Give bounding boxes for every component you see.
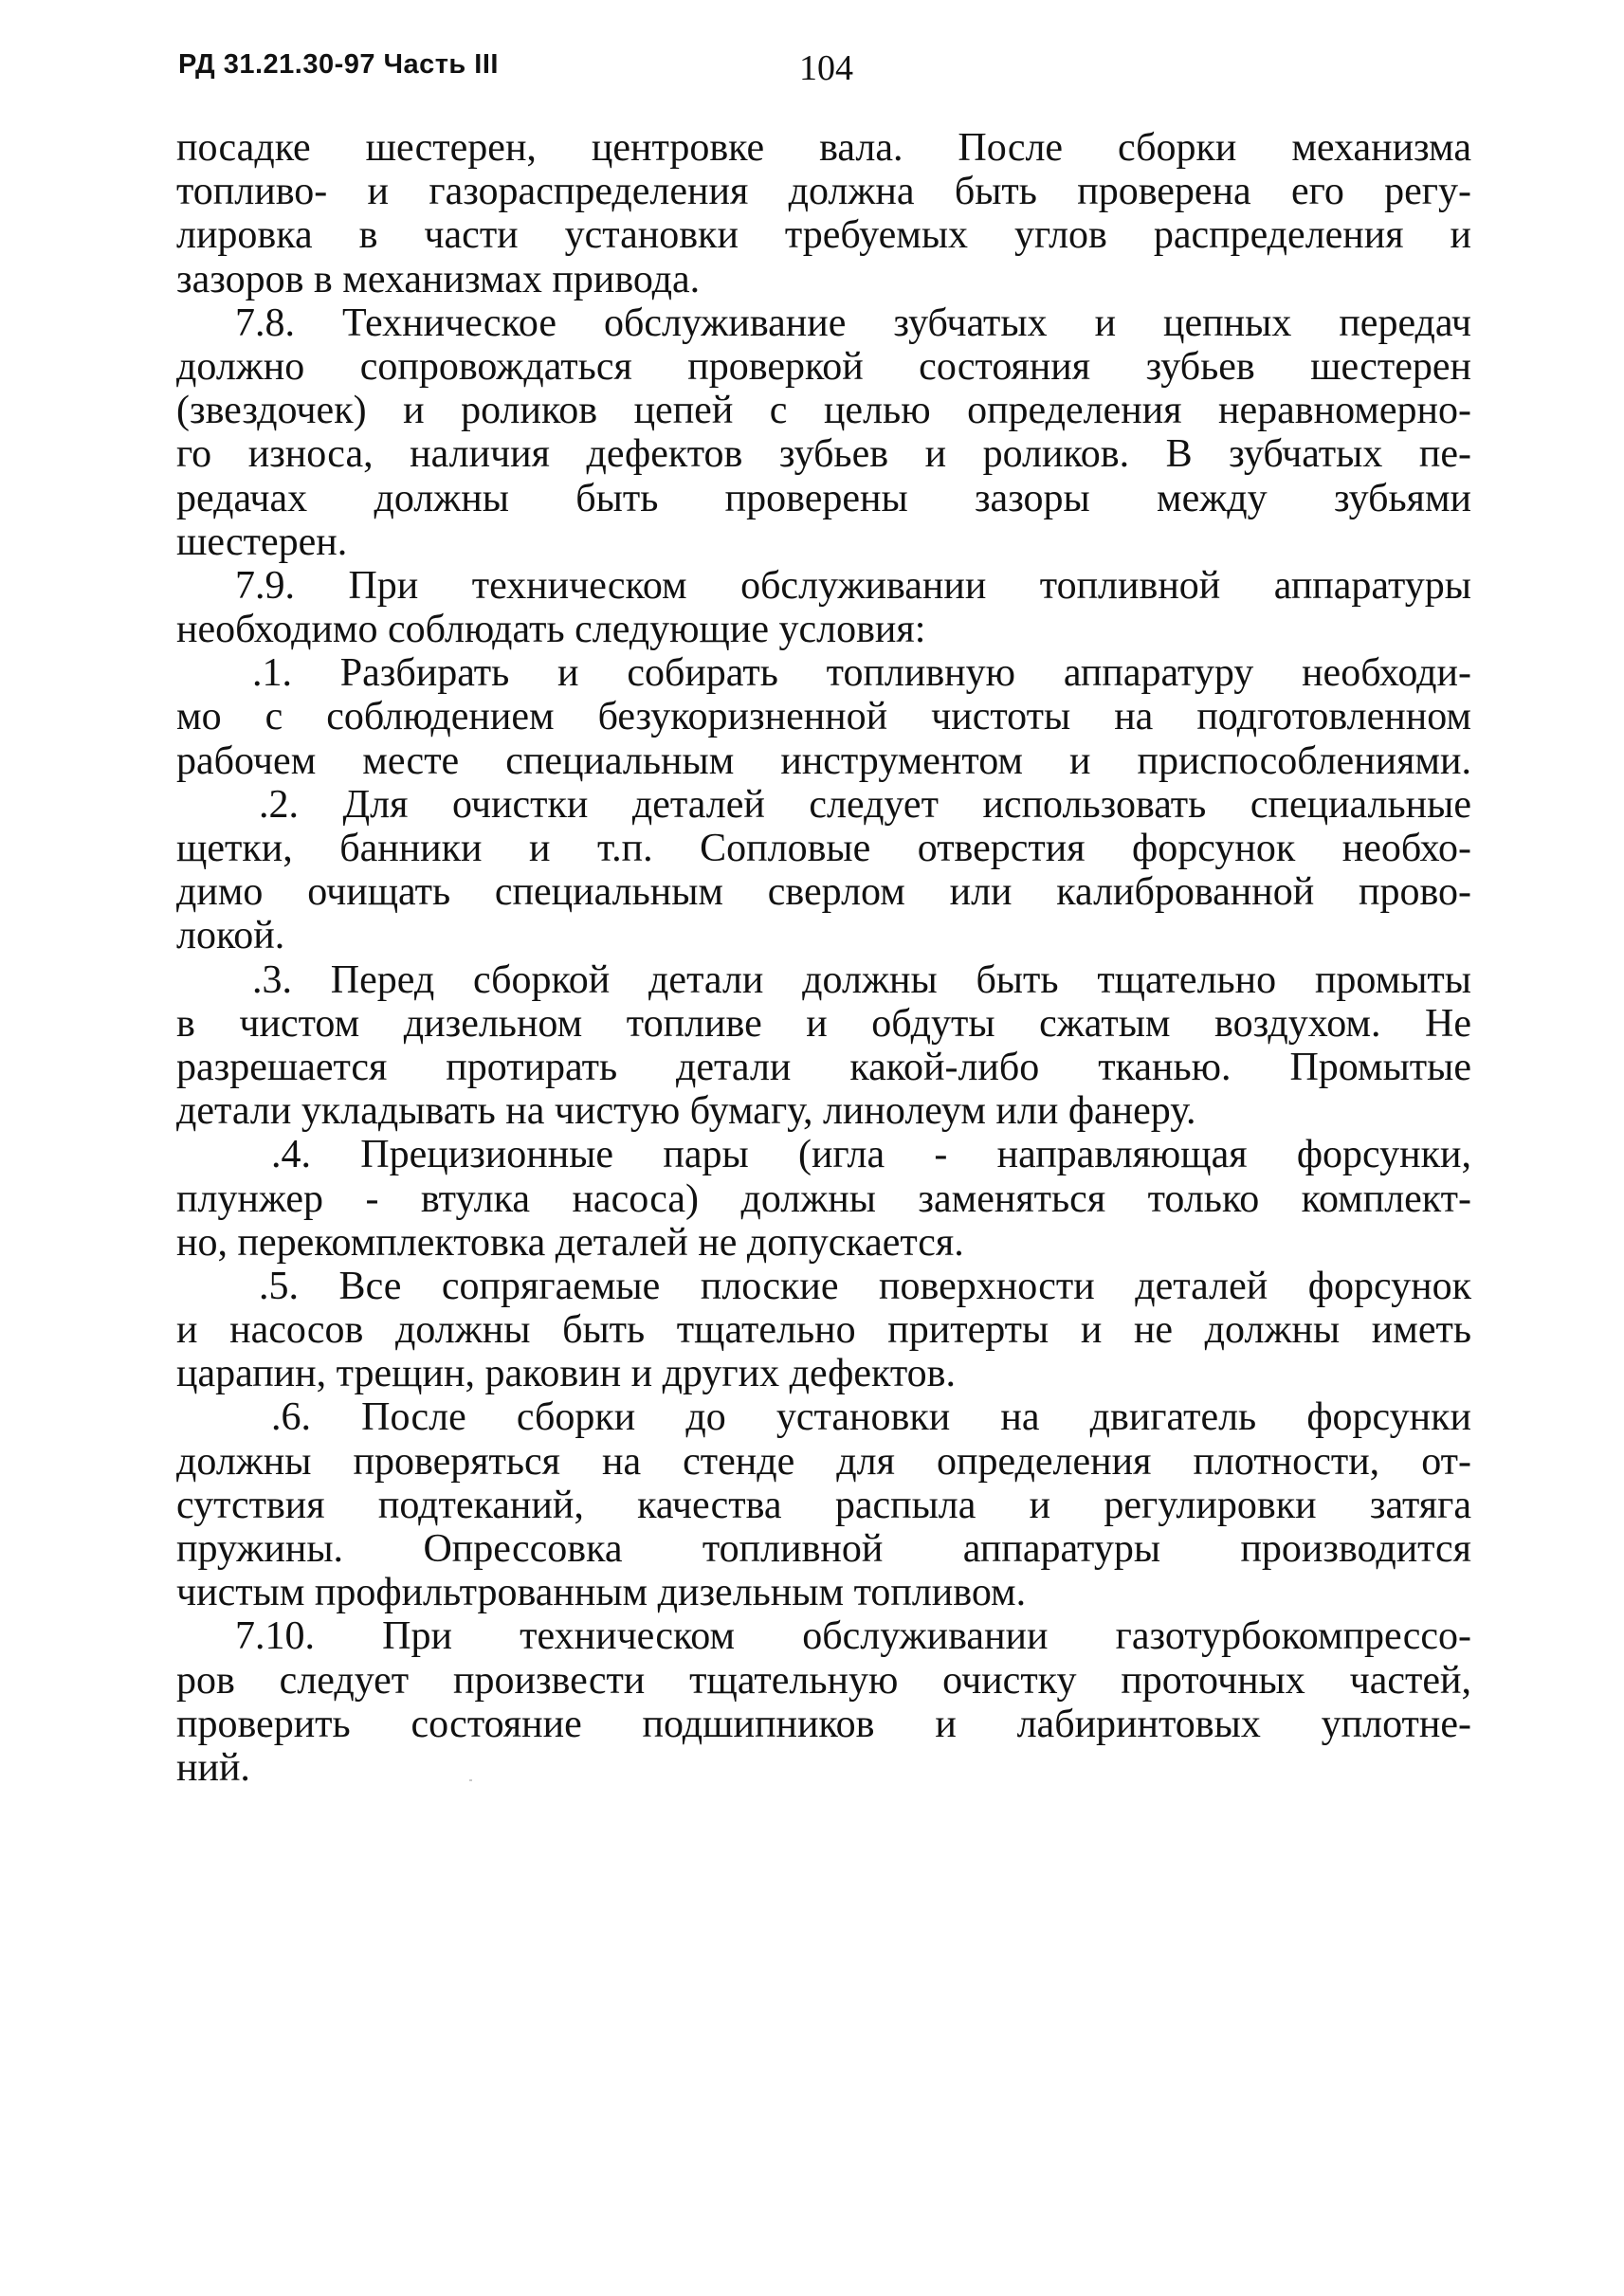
text-line: локой. [176,914,285,958]
text-line: плунжер - втулка насоса) должны заменяться только комплект- [176,1176,1471,1221]
text-line: ний. [176,1745,250,1790]
text-line: .4. Прецизионные пары (игла - направляющая форсунки, [271,1133,1471,1177]
text-line: 7.8. Техническое обслуживание зубчатых и цепных передач [235,301,1471,345]
text-line: 7.9. При техническом обслуживании топливной аппаратуры [235,563,1471,608]
text-line: разрешается протирать детали какой-либо тканью. Промытые [176,1045,1471,1089]
body-text [176,126,1471,1790]
text-line: мо с соблюдением безукоризненной чистоты на подготовленном [176,695,1471,739]
text-line: .3. Перед сборкой детали должны быть тщательно промыты [252,957,1471,1002]
page-header [178,49,1468,97]
text-line: шестерен. [176,519,348,564]
text-line: (звездочек) и роликов цепей с целью определения неравномерно- [176,389,1471,433]
text-line: детали укладывать на чистую бумагу, линолеум или фанеру. [176,1089,1196,1134]
text-line: редачах должны быть проверены зазоры между зубьями [176,476,1471,520]
text-line: .2. Для очистки деталей следует использовать специальные [259,782,1471,827]
text-line: в чистом дизельном топливе и обдуты сжатым воздухом. Не [176,1001,1471,1046]
text-line: рабочем месте специальным инструментом и приспособлениями. [176,738,1471,783]
text-line: сутствия подтеканий, качества распыла и регулировки затяга [176,1483,1471,1527]
text-line: ров следует произвести тщательную очистку проточных частей, [176,1658,1471,1703]
text-line: .5. Все сопрягаемые плоские поверхности деталей форсунок [259,1264,1471,1308]
text-line: чистым профильтрованным дизельным топливом. [176,1571,1027,1615]
text-line: проверить состояние подшипников и лабиринтовых уплотне- [176,1702,1471,1746]
text-line: димо очищать специальным сверлом или калиброванной прово- [176,870,1471,915]
text-line: 7.10. При техническом обслуживании газотурбокомпрессо- [235,1614,1471,1659]
text-line: го износа, наличия дефектов зубьев и роликов. В зубчатых пе- [176,432,1471,477]
scan-artifact [469,1779,472,1781]
text-line: и насосов должны быть тщательно притерты и не должны иметь [176,1308,1471,1353]
text-line: царапин, трещин, раковин и других дефектов. [176,1352,956,1396]
text-line: .6. После сборки до установки на двигатель форсунки [271,1395,1471,1440]
text-line: топливо- и газораспределения должна быть проверена его регу- [176,170,1471,214]
text-line: должно сопровождаться проверкой состояния зубьев шестерен [176,344,1471,389]
text-line: необходимо соблюдать следующие условия: [176,608,926,652]
text-line: .1. Разбирать и собирать топливную аппаратуру необходи- [252,651,1471,696]
text-line: пружины. Опрессовка топливной аппаратуры производится [176,1527,1471,1571]
text-line: зазоров в механизмах привода. [176,257,701,301]
text-line: но, перекомплектовка деталей не допускается. [176,1220,964,1265]
page-number: 104 [799,48,853,88]
text-line: щетки, банники и т.п. Сопловые отверстия форсунок необхо- [176,827,1471,870]
document-code: РД 31.21.30-97 Часть III [178,49,499,80]
text-line: посадке шестерен, центровке вала. После сборки механизма [176,126,1471,170]
text-line: лировка в части установки требуемых углов распределения и [176,213,1471,258]
text-line: должны проверяться на стенде для определения плотности, от- [176,1439,1471,1484]
